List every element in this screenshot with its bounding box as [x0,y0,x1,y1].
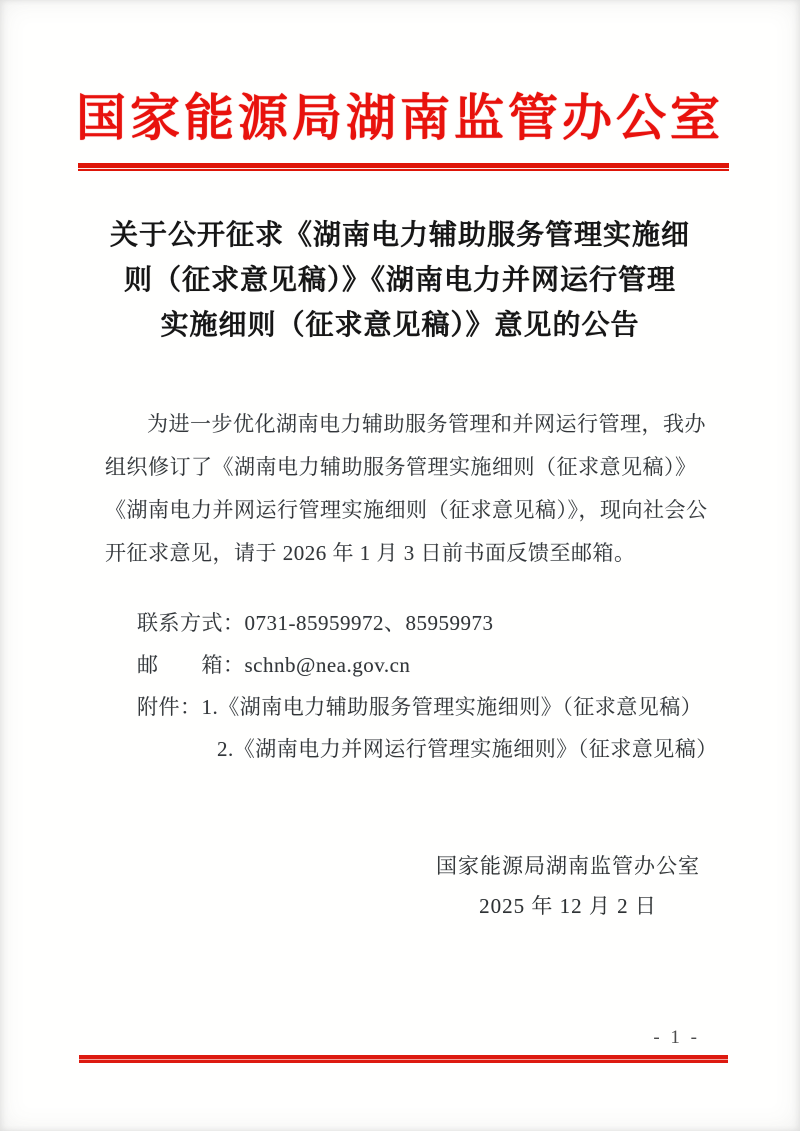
attachment-2-title: 2.《湖南电力并网运行管理实施细则》（征求意见稿） [217,737,718,761]
attachment-1-title: 1.《湖南电力辅助服务管理实施细则》（征求意见稿） [201,695,703,719]
signature-block [436,846,700,926]
doc-title-line-3: 实施细则（征求意见稿）》意见的公告 [160,310,640,341]
footer-rule [79,1055,728,1063]
contact-phone-value: 0731-85959972、85959973 [244,611,494,635]
attachments-label: 附件： [137,695,202,719]
contact-phone-line [137,602,800,644]
footer-rule-thin-bar [79,1060,728,1063]
doc-title-line-1: 关于公开征求《湖南电力辅助服务管理实施细 [109,220,690,251]
doc-title [0,213,800,348]
signature-org: 国家能源局湖南监管办公室 [436,854,700,878]
page-number: - 1 - [653,1027,700,1048]
contact-block [137,602,800,770]
body-line-2: 组织修订了《湖南电力辅助服务管理实施细则（征求意见稿）》 [105,455,697,479]
contact-email-line [137,644,800,686]
letterhead-org-name: 国家能源局湖南监管办公室 [76,90,724,146]
doc-title-line-2: 则（征求意见稿）》《湖南电力并网运行管理 [123,265,676,296]
signature-date: 2025 年 12 月 2 日 [479,894,657,918]
contact-email-label: 邮 箱： [137,653,245,677]
attachment-line-1 [137,686,800,728]
contact-phone-label: 联系方式： [137,611,245,635]
letterhead-rule [78,163,729,171]
body-line-1: 为进一步优化湖南电力辅助服务管理和并网运行管理，我办 [147,412,706,436]
body-line-3: 《湖南电力并网运行管理实施细则（征求意见稿）》，现向社会公 [105,498,708,522]
body-paragraph [105,403,717,575]
attachment-line-2 [217,728,800,770]
letterhead-rule-thin-bar [78,169,729,171]
body-line-4: 开征求意见，请于 2026 年 1 月 3 日前书面反馈至邮箱。 [105,541,636,565]
contact-email-value: schnb@nea.gov.cn [244,653,411,677]
